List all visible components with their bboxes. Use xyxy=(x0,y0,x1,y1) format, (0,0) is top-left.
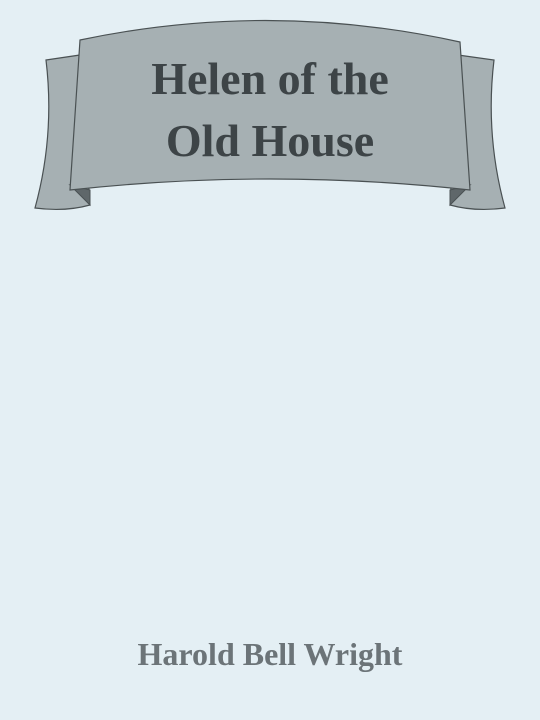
book-author: Harold Bell Wright xyxy=(137,636,403,672)
book-title-line-2: Old House xyxy=(165,115,375,166)
book-title-line-1: Helen of the xyxy=(151,53,389,104)
book-title xyxy=(80,48,460,172)
